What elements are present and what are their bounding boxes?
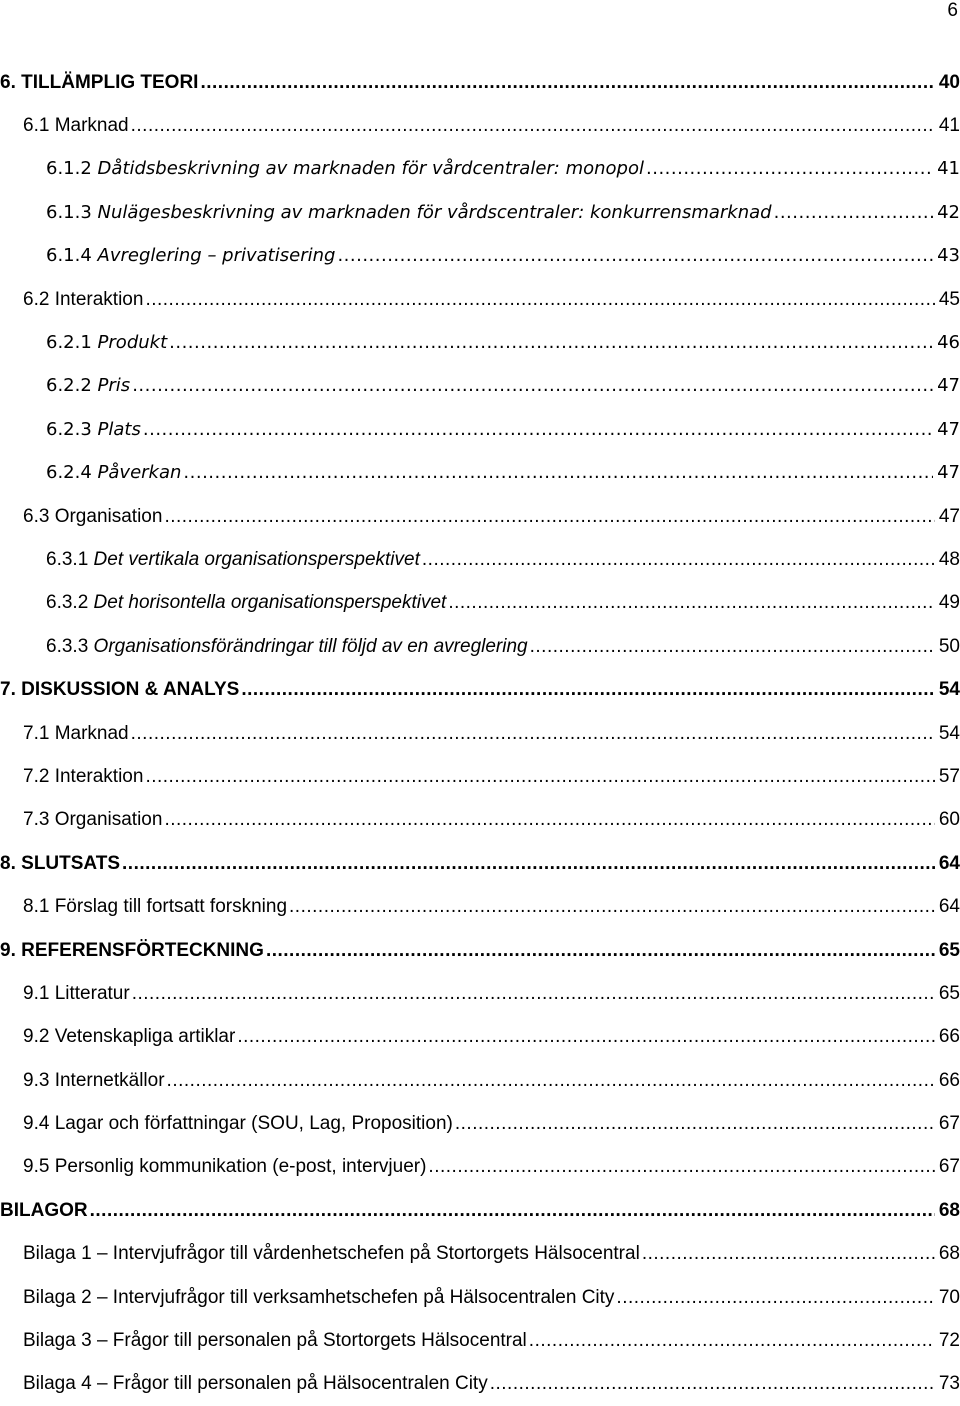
toc-entry-label [23,1025,237,1049]
toc-entry[interactable] [0,1276,960,1319]
toc-entry[interactable] [0,625,960,668]
toc-entry-page: 41 [938,115,960,137]
toc-entry-page: 57 [938,765,960,787]
toc-entry-label [23,1242,642,1266]
toc-dot-leader [530,635,935,659]
toc-entry-title: DISKUSSION & ANALYS [21,679,240,701]
toc-dot-leader [122,852,935,876]
toc-entry-title: Pris [97,375,131,397]
toc-entry-title: Marknad [54,722,129,744]
toc-entry-number: 6.2.2 [46,375,92,397]
toc-entry-page: 68 [938,1243,960,1265]
toc-entry-page: 66 [938,1069,960,1091]
toc-entry-number: 6.2 [23,288,50,310]
toc-dot-leader [448,591,935,615]
toc-entry-label [23,114,131,138]
toc-entry-number: 8. [0,852,16,874]
toc-entry-label [46,157,646,181]
toc-entry-number: 6.2.1 [46,332,92,354]
toc-entry-number: 6.1.4 [46,245,92,267]
toc-entry[interactable] [0,755,960,798]
toc-entry-title: – Intervjufrågor till verksamhetschefen på Hälsocentralen City [96,1286,615,1308]
toc-dot-leader [183,461,933,485]
toc-entry-page: 73 [938,1373,960,1395]
toc-entry-label [23,895,289,919]
toc-entry-label [46,201,774,225]
toc-entry-page: 64 [938,896,960,918]
toc-entry-number: 6.2.3 [46,418,92,440]
toc-entry-label [23,505,164,529]
toc-entry-title: Interaktion [54,288,144,310]
toc-dot-leader [529,1329,935,1353]
toc-entry-title: Avreglering – privatisering [97,245,336,267]
toc-entry[interactable] [0,1233,960,1276]
toc-dot-leader [241,678,935,702]
toc-entry-title: Organisation [54,505,163,527]
toc-entry-title: Plats [97,418,141,440]
toc-dot-leader [131,114,935,138]
toc-entry[interactable] [0,668,960,711]
toc-entry-page: 46 [937,332,960,354]
toc-entry[interactable] [0,148,960,191]
toc-entry-label [0,939,266,963]
toc-entry-label [23,765,145,789]
toc-entry-label [23,1112,455,1136]
toc-entry-label [0,71,200,95]
toc-entry[interactable] [0,1363,960,1406]
toc-entry-page: 49 [938,592,960,614]
toc-entry-number: 9.2 [23,1026,50,1048]
toc-entry[interactable] [0,191,960,234]
toc-entry-page: 54 [938,679,960,701]
toc-entry-number: 6.3.3 [46,635,89,657]
toc-entry-label [23,808,164,832]
toc-entry-title: Det vertikala organisationsperspektivet [93,548,420,570]
toc-entry-title: BILAGOR [0,1199,88,1221]
toc-entry-page: 42 [937,201,960,223]
toc-dot-leader [337,244,933,268]
toc-entry-number: 7.3 [23,809,50,831]
toc-dot-leader [164,808,934,832]
toc-entry[interactable] [0,1102,960,1145]
toc-entry-page: 45 [938,288,960,310]
toc-entry-label [46,418,143,442]
toc-entry[interactable] [0,321,960,364]
toc-entry-label [46,461,183,485]
toc-entry-label [46,331,169,355]
toc-entry[interactable] [0,278,960,321]
toc-entry-label [0,1199,90,1223]
toc-entry[interactable] [0,452,960,495]
toc-entry[interactable] [0,61,960,104]
toc-entry[interactable] [0,1059,960,1102]
toc-entry-title: Personlig kommunikation (e-post, intervjuer) [54,1156,427,1178]
toc-entry-page: 54 [938,722,960,744]
toc-dot-leader [237,1025,935,1049]
toc-dot-leader [642,1242,935,1266]
toc-entry-title: Lagar och författningar (SOU, Lag, Proposition) [54,1113,453,1135]
toc-entry-page: 72 [938,1330,960,1352]
toc-entry-title: Interaktion [54,765,144,787]
toc-dot-leader [616,1286,934,1310]
toc-entry-page: 66 [938,1026,960,1048]
toc-entry-title: Produkt [97,332,168,354]
toc-entry-number: 9.4 [23,1113,50,1135]
toc-entry-page: 48 [938,548,960,570]
toc-entry-number: Bilaga 3 [23,1330,92,1352]
toc-entry-page: 50 [938,635,960,657]
toc-entry-title: TILLÄMPLIG TEORI [21,71,199,93]
toc-entry-title: Påverkan [97,462,182,484]
toc-entry-page: 67 [938,1156,960,1178]
toc-dot-leader [131,722,935,746]
toc-entry-title: Organisation [54,809,163,831]
toc-entry[interactable] [0,104,960,147]
toc-entry-label [23,1155,428,1179]
toc-entry-label [23,722,131,746]
toc-entry-page: 67 [938,1113,960,1135]
toc-entry-title: – Frågor till personalen på Stortorgets Hälsocentral [96,1330,527,1352]
toc-entry-number: 6.3.1 [46,548,89,570]
toc-dot-leader [143,418,933,442]
toc-entry-number: 9.3 [23,1069,50,1091]
toc-entry-page: 47 [938,505,960,527]
toc-entry-label [46,374,132,398]
toc-dot-leader [490,1372,935,1396]
toc-entry-number: 9. [0,939,16,961]
toc-entry-number: 9.5 [23,1156,50,1178]
toc-dot-leader [169,331,933,355]
toc-entry[interactable] [0,885,960,928]
toc-entry-label [46,591,448,615]
toc-entry-number: Bilaga 4 [23,1373,92,1395]
toc-entry[interactable] [0,1146,960,1189]
toc-dot-leader [428,1155,934,1179]
toc-entry[interactable] [0,1016,960,1059]
toc-entry-label [23,288,145,312]
toc-entry-page: 70 [938,1286,960,1308]
toc-entry-label [23,1372,490,1396]
toc-entry-page: 40 [938,71,960,93]
toc-entry-page: 47 [937,418,960,440]
toc-entry[interactable] [0,712,960,755]
toc-dot-leader [289,895,935,919]
toc-entry-page: 43 [937,245,960,267]
toc-entry-label [0,852,122,876]
toc-entry-number: 7. [0,679,16,701]
toc-entry-number: 7.1 [23,722,50,744]
toc-entry-page: 60 [938,809,960,831]
toc-entry-label [23,1069,167,1093]
toc-dot-leader [145,288,934,312]
toc-entry[interactable] [0,365,960,408]
toc-entry-number: 6.1.3 [46,201,92,223]
toc-entry-number: 6.2.4 [46,462,92,484]
toc-entry-number: 6. [0,71,16,93]
toc-entry-title: Dåtidsbeskrivning av marknaden för vårdcentraler: monopol [97,158,644,180]
toc-entry[interactable] [0,1319,960,1362]
toc-entry[interactable] [0,1189,960,1232]
toc-entry-title: – Frågor till personalen på Hälsocentralen City [96,1373,488,1395]
toc-entry-label [23,1329,529,1353]
toc-entry-page: 64 [938,852,960,874]
toc-entry-title: Internetkällor [54,1069,165,1091]
toc-dot-leader [774,201,934,225]
toc-entry-number: 6.1 [23,115,50,137]
toc-entry-page: 41 [937,158,960,180]
toc-entry-title: Marknad [54,115,129,137]
toc-entry-page: 47 [937,375,960,397]
toc-entry-title: Det horisontella organisationsperspektivet [93,592,447,614]
toc-entry-page: 47 [937,462,960,484]
toc-entry[interactable] [0,799,960,842]
toc-dot-leader [164,505,934,529]
toc-entry-number: 8.1 [23,896,50,918]
toc-entry[interactable] [0,582,960,625]
toc-dot-leader [646,157,933,181]
toc-entry-title: Förslag till fortsatt forskning [54,896,288,918]
toc-entry-number: Bilaga 2 [23,1286,92,1308]
toc-dot-leader [132,982,935,1006]
toc-entry-label [46,548,422,572]
toc-dot-leader [422,548,935,572]
toc-dot-leader [455,1112,935,1136]
toc-dot-leader [132,374,933,398]
toc-entry-number: Bilaga 1 [23,1243,92,1265]
toc-entry-title: Organisationsförändringar till följd av en avreglering [93,635,528,657]
toc-entry[interactable] [0,538,960,581]
toc-entry-page: 65 [938,939,960,961]
toc-entry-label [46,635,530,659]
toc-entry[interactable] [0,929,960,972]
toc-entry-number: 7.2 [23,765,50,787]
toc-entry-label [0,678,241,702]
toc-entry-number: 6.3 [23,505,50,527]
toc-entry-title: SLUTSATS [21,852,121,874]
toc-entry[interactable] [0,495,960,538]
toc-entry-number: 6.3.2 [46,592,89,614]
toc-dot-leader [266,939,935,963]
toc-dot-leader [200,71,934,95]
toc-entry-label [23,1286,616,1310]
toc-entry[interactable] [0,842,960,885]
toc-entry-page: 65 [938,982,960,1004]
toc-entry-label [23,982,132,1006]
toc-entry[interactable] [0,972,960,1015]
toc-entry-number: 6.1.2 [46,158,92,180]
toc-dot-leader [145,765,934,789]
toc-entry-title: – Intervjufrågor till vårdenhetschefen på Stortorgets Hälsocentral [96,1243,640,1265]
toc-entry-title: REFERENSFÖRTECKNING [21,939,264,961]
toc-entry[interactable] [0,235,960,278]
table-of-contents [0,61,960,1406]
toc-entry-number: 9.1 [23,982,50,1004]
toc-entry-title: Vetenskapliga artiklar [54,1026,236,1048]
toc-entry[interactable] [0,408,960,451]
toc-entry-label [46,244,337,268]
page-number: 6 [947,0,958,21]
toc-dot-leader [90,1199,935,1223]
toc-entry-title: Litteratur [54,982,130,1004]
toc-entry-title: Nulägesbeskrivning av marknaden för vårdscentraler: konkurrensmarknad [97,201,772,223]
toc-dot-leader [167,1069,935,1093]
toc-entry-page: 68 [938,1199,960,1221]
